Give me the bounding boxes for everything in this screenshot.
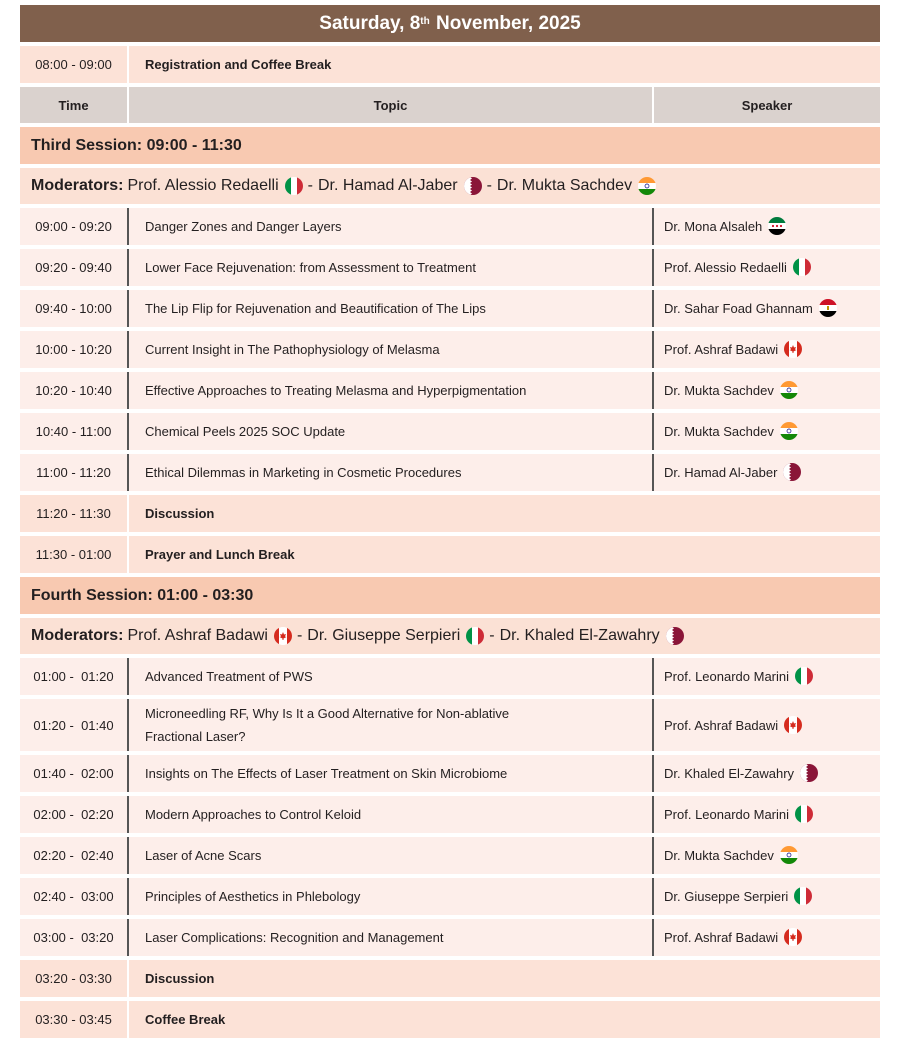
talk-topic: Microneedling RF, Why Is It a Good Alternative for Non-ablative Fractional Laser? [129, 699, 654, 751]
flag-canada-icon [274, 627, 292, 645]
speaker [664, 764, 818, 782]
talk-topic: Effective Approaches to Treating Melasma and Hyperpigmentation [129, 372, 654, 409]
break-time: 03:20 - 03:30 [20, 960, 129, 997]
speaker-name: Prof. Ashraf Badawi [664, 341, 779, 357]
speaker-name: Dr. Mukta Sachdev [664, 382, 774, 398]
talk-time: 01:40 - 02:00 [20, 755, 129, 792]
talk-topic: Ethical Dilemmas in Marketing in Cosmetic Procedures [129, 454, 654, 491]
flag-italy-icon [285, 177, 303, 195]
talk-row [20, 755, 880, 792]
flag-india-icon [780, 422, 798, 440]
talk-time: 01:20 - 01:40 [20, 699, 129, 751]
talk-speaker [654, 878, 880, 915]
registration-label: Registration and Coffee Break [129, 46, 880, 83]
moderator-separator: - [307, 177, 313, 194]
flag-qatar-icon [783, 463, 801, 481]
talk-speaker [654, 755, 880, 792]
break-time: 11:20 - 11:30 [20, 495, 129, 532]
moderator [500, 627, 684, 645]
speaker-name: Dr. Hamad Al-Jaber [664, 464, 778, 480]
moderator-name: Dr. Khaled El-Zawahry [499, 627, 660, 644]
speaker-name: Prof. Ashraf Badawi [664, 929, 779, 945]
talk-row [20, 290, 880, 327]
talk-speaker [654, 796, 880, 833]
break-row [20, 1001, 880, 1038]
talk-time: 10:40 - 11:00 [20, 413, 129, 450]
flag-italy-icon [794, 887, 812, 905]
talk-speaker [654, 454, 880, 491]
talk-time: 10:00 - 10:20 [20, 331, 129, 368]
talk-row [20, 413, 880, 450]
talk-topic: Danger Zones and Danger Layers [129, 208, 654, 245]
break-row [20, 495, 880, 532]
speaker-name: Prof. Ashraf Badawi [664, 717, 779, 733]
talk-row [20, 658, 880, 695]
speaker-name: Dr. Giuseppe Serpieri [664, 888, 789, 904]
talk-time: 03:00 - 03:20 [20, 919, 129, 956]
talk-topic: Chemical Peels 2025 SOC Update [129, 413, 654, 450]
moderator-name: Prof. Alessio Redaelli [127, 177, 279, 194]
speaker [664, 928, 802, 946]
talk-speaker [654, 331, 880, 368]
registration-row [20, 46, 880, 83]
talk-topic: Current Insight in The Pathophysiology of Melasma [129, 331, 654, 368]
talk-row [20, 796, 880, 833]
moderator-separator: - [296, 627, 303, 644]
moderator [127, 627, 292, 645]
moderators-row [20, 618, 880, 654]
speaker [664, 258, 811, 276]
date-title [20, 5, 880, 42]
speaker [664, 217, 786, 235]
talk-speaker [654, 249, 880, 286]
talk-topic: Lower Face Rejuvenation: from Assessment to Treatment [129, 249, 654, 286]
talk-time: 02:20 - 02:40 [20, 837, 129, 874]
talk-row [20, 878, 880, 915]
moderators-label: Moderators: [31, 177, 124, 194]
break-label: Discussion [129, 495, 880, 532]
talk-time: 01:00 - 01:20 [20, 658, 129, 695]
speaker [664, 846, 798, 864]
date-day: Saturday, 8 [319, 12, 421, 34]
speaker-name: Dr. Mukta Sachdev [664, 847, 774, 863]
flag-canada-icon [784, 340, 802, 358]
flag-qatar-icon [666, 627, 684, 645]
program-table [20, 5, 880, 1042]
talk-topic: Modern Approaches to Control Keloid [129, 796, 654, 833]
talk-topic: The Lip Flip for Rejuvenation and Beautification of The Lips [129, 290, 654, 327]
talk-speaker [654, 658, 880, 695]
speaker [664, 299, 837, 317]
flag-india-icon [780, 846, 798, 864]
talk-time: 09:40 - 10:00 [20, 290, 129, 327]
talk-topic: Laser Complications: Recognition and Management [129, 919, 654, 956]
moderator-name: Dr. Giuseppe Serpieri [307, 627, 461, 644]
column-header-speaker: Speaker [741, 97, 793, 113]
talk-speaker [654, 413, 880, 450]
speaker [664, 667, 813, 685]
session-title-row: Fourth Session: 01:00 - 03:30 [20, 577, 880, 614]
flag-italy-icon [793, 258, 811, 276]
talk-row [20, 699, 880, 751]
break-label: Coffee Break [129, 1001, 880, 1038]
speaker [664, 887, 812, 905]
talk-topic: Advanced Treatment of PWS [129, 658, 654, 695]
break-time: 11:30 - 01:00 [20, 536, 129, 573]
sessions-container [20, 127, 880, 1038]
moderator [497, 177, 656, 195]
moderator [307, 627, 484, 645]
talk-time: 10:20 - 10:40 [20, 372, 129, 409]
speaker-name: Dr. Khaled El-Zawahry [664, 765, 795, 781]
talk-row [20, 331, 880, 368]
column-header-time: Time [20, 87, 129, 123]
moderators-label: Moderators: [31, 627, 124, 644]
break-row [20, 960, 880, 997]
moderators-row [20, 168, 880, 204]
moderator [127, 177, 302, 195]
talk-topic: Principles of Aesthetics in Phlebology [129, 878, 654, 915]
break-label: Prayer and Lunch Break [129, 536, 880, 573]
date-suffix: th [420, 16, 430, 27]
date-rest: November, 2025 [430, 12, 581, 34]
flag-canada-icon [784, 716, 802, 734]
talk-row [20, 837, 880, 874]
moderator-separator: - [486, 177, 492, 194]
column-header-row [20, 87, 880, 123]
talk-speaker [654, 208, 880, 245]
speaker [664, 381, 798, 399]
flag-syria-icon [768, 217, 786, 235]
speaker-name: Dr. Sahar Foad Ghannam [664, 300, 813, 316]
speaker-name: Dr. Mukta Sachdev [664, 423, 774, 439]
registration-time: 08:00 - 09:00 [20, 46, 129, 83]
speaker [664, 340, 802, 358]
speaker-name: Prof. Leonardo Marini [664, 806, 790, 822]
moderator-name: Dr. Mukta Sachdev [496, 177, 633, 194]
talk-row [20, 372, 880, 409]
flag-italy-icon [466, 627, 484, 645]
speaker [664, 716, 802, 734]
talk-time: 09:20 - 09:40 [20, 249, 129, 286]
talk-speaker [654, 372, 880, 409]
talk-speaker [654, 919, 880, 956]
flag-italy-icon [795, 667, 813, 685]
flag-qatar-icon [464, 177, 482, 195]
flag-qatar-icon [800, 764, 818, 782]
break-row [20, 536, 880, 573]
talk-time: 11:00 - 11:20 [20, 454, 129, 491]
moderator-name: Prof. Ashraf Badawi [127, 627, 268, 644]
talk-speaker [654, 699, 880, 751]
column-header-topic: Topic [129, 87, 654, 123]
talk-topic: Insights on The Effects of Laser Treatment on Skin Microbiome [129, 755, 654, 792]
speaker [664, 463, 801, 481]
talk-row [20, 208, 880, 245]
speaker-name: Prof. Alessio Redaelli [664, 259, 787, 275]
break-time: 03:30 - 03:45 [20, 1001, 129, 1038]
speaker [664, 422, 798, 440]
talk-time: 02:40 - 03:00 [20, 878, 129, 915]
talk-time: 09:00 - 09:20 [20, 208, 129, 245]
talk-speaker [654, 290, 880, 327]
break-label: Discussion [129, 960, 880, 997]
talk-row [20, 249, 880, 286]
talk-speaker [654, 837, 880, 874]
moderator-name: Dr. Hamad Al-Jaber [317, 177, 458, 194]
session-title-row: Third Session: 09:00 - 11:30 [20, 127, 880, 164]
talk-row [20, 454, 880, 491]
talk-row [20, 919, 880, 956]
flag-india-icon [638, 177, 656, 195]
moderator-separator: - [489, 627, 495, 644]
flag-india-icon [780, 381, 798, 399]
speaker-name: Prof. Leonardo Marini [664, 668, 790, 684]
moderator [318, 177, 482, 195]
speaker [664, 805, 813, 823]
speaker-name: Dr. Mona Alsaleh [664, 218, 763, 234]
talk-topic: Laser of Acne Scars [129, 837, 654, 874]
flag-canada-icon [784, 928, 802, 946]
flag-egypt-icon [819, 299, 837, 317]
flag-italy-icon [795, 805, 813, 823]
talk-time: 02:00 - 02:20 [20, 796, 129, 833]
